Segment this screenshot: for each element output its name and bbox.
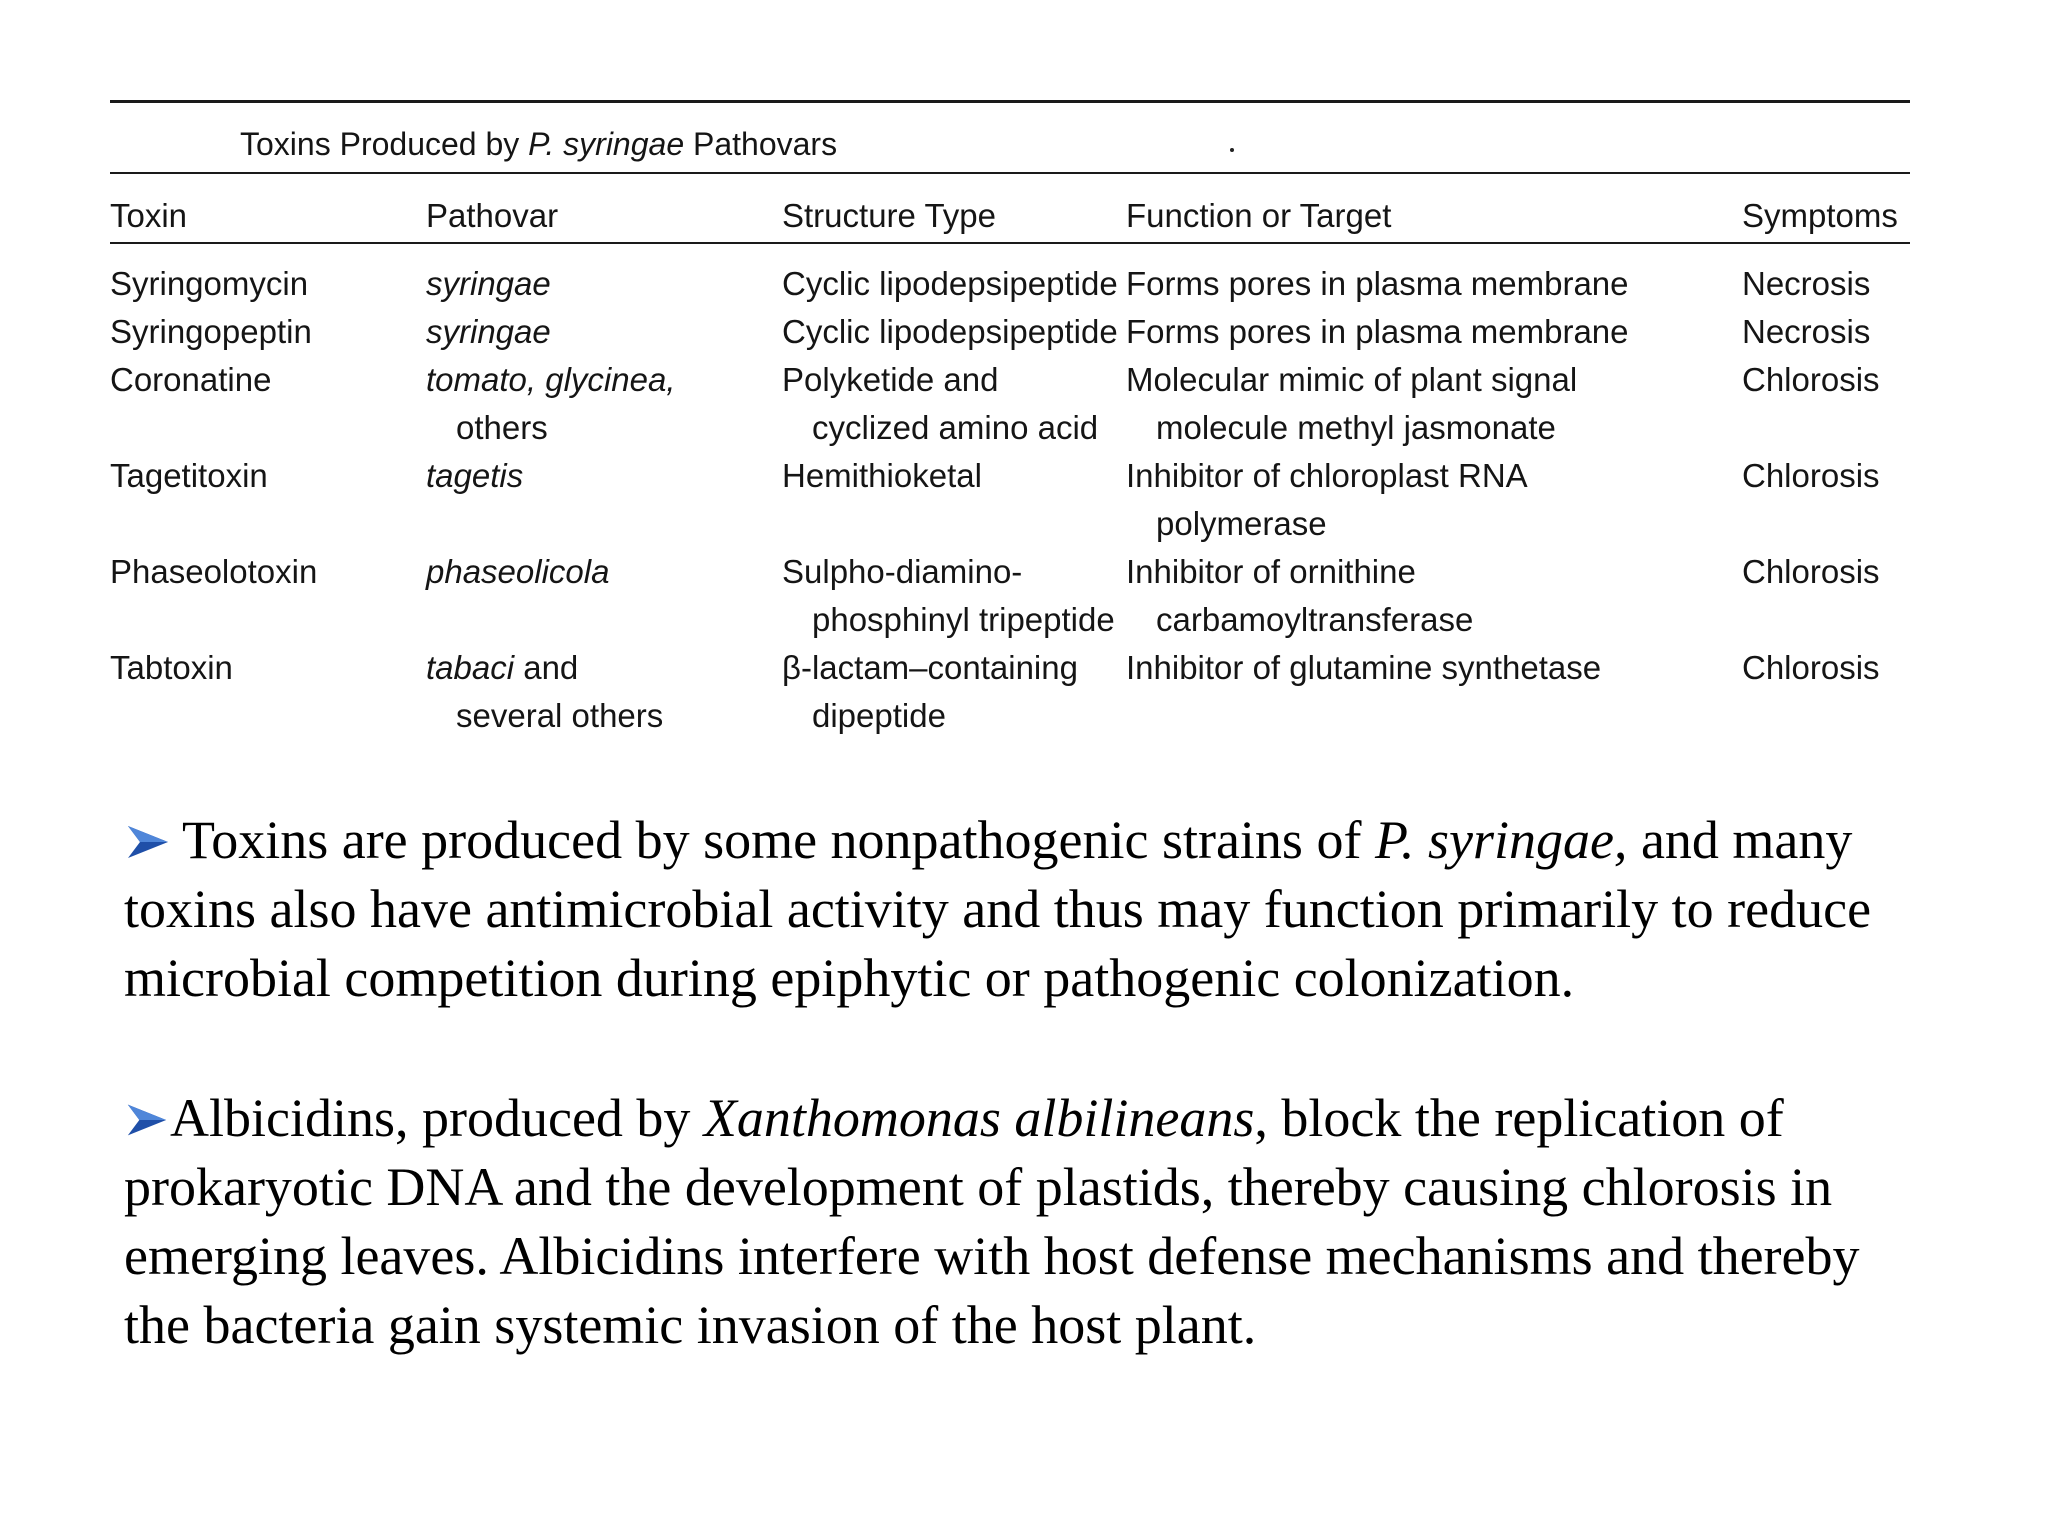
symptom: Chlorosis bbox=[1742, 649, 1880, 686]
function-target: Forms pores in plasma membrane bbox=[1126, 265, 1629, 302]
header-pathovar: Pathovar bbox=[426, 197, 559, 234]
symptom: Necrosis bbox=[1742, 313, 1871, 350]
header-rule bbox=[110, 242, 1910, 244]
toxin-name: Syringomycin bbox=[110, 265, 309, 302]
header-toxin: Toxin bbox=[110, 197, 188, 234]
toxin-name: Tabtoxin bbox=[110, 649, 233, 686]
symptom: Necrosis bbox=[1742, 265, 1871, 302]
symptom: Chlorosis bbox=[1742, 553, 1880, 590]
pathovar: syringae bbox=[426, 265, 551, 302]
function-target: Inhibitor of chloroplast RNA polymerase bbox=[1126, 457, 1528, 542]
function-target: Inhibitor of ornithine carbamoyltransferase bbox=[1126, 553, 1474, 638]
pathovar: tagetis bbox=[426, 457, 524, 494]
pathovar: syringae bbox=[426, 313, 551, 350]
header-function-or-target: Function or Target bbox=[1126, 197, 1392, 234]
structure-type: Hemithioketal bbox=[782, 457, 982, 494]
pathovar: tabaci and several others bbox=[426, 649, 664, 734]
table-top-rule bbox=[110, 100, 1910, 103]
table-title: Toxins Produced by P. syringae Pathovars bbox=[240, 126, 838, 162]
function-target: Molecular mimic of plant signal molecule methyl jasmonate bbox=[1126, 361, 1578, 446]
bullet-paragraph-albicidins: Albicidins, produced by Xanthomonas albilineans, block the replication of prokaryotic DNA and the development of plastids, thereby causing chlorosis in emerging leaves. Albicidins interfere with host defense mechanisms and thereby the bacteria gain systemic invasion of the host plant. bbox=[124, 1088, 1860, 1355]
toxin-name: Tagetitoxin bbox=[110, 457, 268, 494]
symptom: Chlorosis bbox=[1742, 361, 1880, 398]
title-rule bbox=[110, 172, 1910, 174]
header-symptoms: Symptoms bbox=[1742, 197, 1898, 234]
arrow-bullet-icon bbox=[124, 822, 172, 862]
function-target: Inhibitor of glutamine synthetase bbox=[1126, 649, 1602, 686]
toxin-name: Phaseolotoxin bbox=[110, 553, 318, 590]
structure-type: Sulpho-diamino- phosphinyl tripeptide bbox=[782, 553, 1115, 638]
toxin-name: Syringopeptin bbox=[110, 313, 312, 350]
structure-type: β-lactam–containing dipeptide bbox=[782, 649, 1078, 734]
scan-speck bbox=[1230, 148, 1234, 152]
pathovar: tomato, glycinea, others bbox=[426, 361, 676, 446]
structure-type: Cyclic lipodepsipeptide bbox=[782, 265, 1118, 302]
header-structure-type: Structure Type bbox=[782, 197, 997, 234]
bullet-paragraph-toxins: Toxins are produced by some nonpathogenic strains of P. syringae, and many toxins also have antimicrobial activity and thus may function primarily to reduce microbial competition during epiphytic or pathogenic colonization. bbox=[124, 810, 1872, 1008]
structure-type: Polyketide and cyclized amino acid bbox=[782, 361, 1099, 446]
pathovar: phaseolicola bbox=[426, 553, 610, 590]
toxin-name: Coronatine bbox=[110, 361, 272, 398]
structure-type: Cyclic lipodepsipeptide bbox=[782, 313, 1118, 350]
symptom: Chlorosis bbox=[1742, 457, 1880, 494]
function-target: Forms pores in plasma membrane bbox=[1126, 313, 1629, 350]
arrow-bullet-icon bbox=[124, 1100, 170, 1140]
toxin-table bbox=[110, 98, 1910, 748]
